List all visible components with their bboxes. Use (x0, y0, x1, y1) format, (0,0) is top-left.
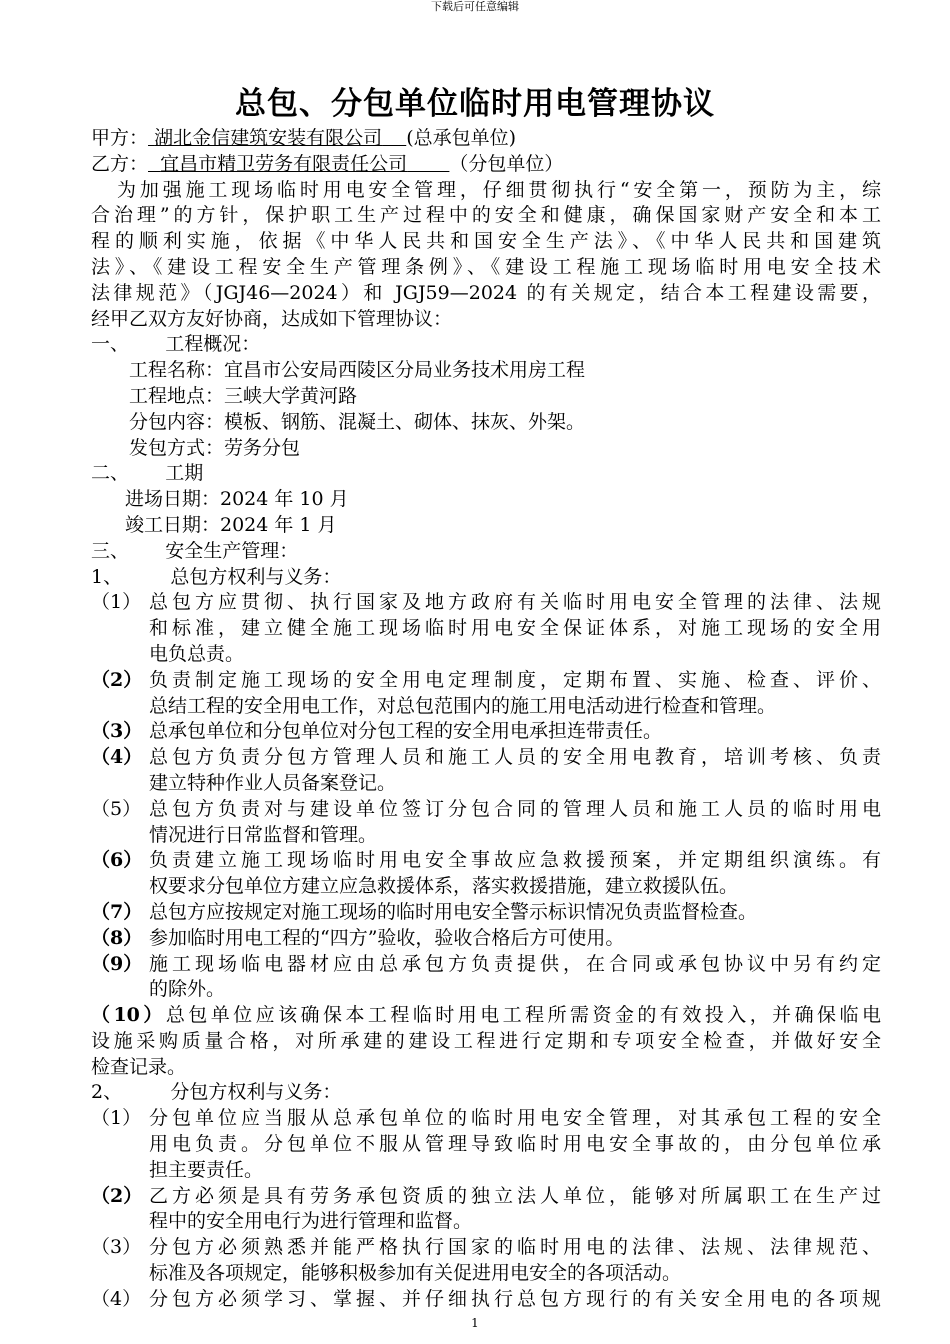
list-item: （1） 分包单位应当服从总承包单位的临时用电安全管理，对其承包工程的安全 用电负责。分包单位不服从管理导致临时用电安全事故的，由分包单位承 担主要责任。 (91, 1107, 881, 1181)
subsection-1-heading: 1、 总包方权利与义务： (91, 565, 342, 588)
entry-date: 进场日期：2024 年 10 月 (125, 488, 349, 511)
document-title: 总包、分包单位临时用电管理协议 (235, 86, 715, 122)
contract-method: 发包方式：劳务分包 (129, 436, 301, 459)
party-a-suffix: (总承包单位) (406, 127, 517, 149)
party-a (91, 126, 881, 152)
header-note: 下载后可任意编辑 (431, 0, 519, 13)
completion-date: 竣工日期：2024 年 1 月 (125, 513, 337, 536)
subsection-2-heading: 2、 分包方权利与义务： (91, 1081, 342, 1104)
intro-paragraph: 为加强施工现场临时用电安全管理，仔细贯彻执行“安全第一，预防为主，综 合治理”的方针，保护职工生产过程中的安全和健康，确保国家财产安全和本工 程的顺利实施，依据《中华人民共和国安全生产法》、《中华人民共和国建筑 法》、《建设工程安全生产管理条例》、《建设工程施工现场临时用电安全技术 法律规范》（JGJ46—2024）和 JGJ59—2024 的有关规定，结合本工程建设需要， 经甲乙双方友好协商，达成如下管理协议： (91, 178, 881, 330)
section-2-heading: 二、 工期 (91, 462, 204, 485)
list-item: （9） 施工现场临电器材应由总承包方负责提供，在合同或承包协议中另有约定 的除外。 (91, 952, 881, 1001)
document-body (91, 126, 881, 1313)
list-item: （1） 总包方应贯彻、执行国家及地方政府有关临时用电安全管理的法律、法规 和标准，建立健全施工现场临时用电安全保证体系，对施工现场的安全用 电负总责。 (91, 591, 881, 665)
section-3-heading: 三、 安全生产管理： (91, 539, 299, 562)
party-b-name: 宜昌市精卫劳务有限责任公司 (160, 152, 408, 175)
list-item-10: （10）总包单位应该确保本工程临时用电工程所需资金的有效投入，并确保临电 设施采购质量合格，对所承建的建设工程进行定期和专项安全检查，并做好安全 检查记录。 (91, 1004, 881, 1078)
project-location: 工程地点：三峡大学黄河路 (129, 384, 358, 407)
list-item: （8） 参加临时用电工程的“四方”验收，验收合格后方可使用。 (91, 926, 625, 949)
subcontract-content: 分包内容：模板、钢筋、混凝土、砌体、抹灰、外架。 (129, 410, 586, 433)
list-item: （2） 负责制定施工现场的安全用电定理制度，定期布置、实施、检查、评价、 总结工程的安全用电工作，对总包范围内的施工用电活动进行检查和管理。 (91, 668, 881, 717)
list-item: （6） 负责建立施工现场临时用电安全事故应急救援预案，并定期组织演练。有 权要求分包单位方建立应急救援体系，落实救援措施，建立救援队伍。 (91, 849, 881, 898)
list-item: （3） 总承包单位和分包单位对分包工程的安全用电承担连带责任。 (91, 720, 663, 743)
list-item: （3） 分包方必须熟悉并能严格执行国家的临时用电的法律、法规、法律规范、 标准及各项规定，能够积极参加有关促进用电安全的各项活动。 (91, 1236, 881, 1285)
party-b-label: 乙方： (91, 152, 149, 175)
party-b (91, 152, 881, 178)
party-a-label: 甲方： (91, 127, 149, 149)
party-a-name: 湖北金信建筑安装有限公司 (154, 127, 383, 149)
list-item: （7） 总包方应按规定对施工现场的临时用电安全警示标识情况负责监督检查。 (91, 900, 758, 923)
section-1-heading: 一、 工程概况： (91, 333, 261, 356)
list-item: （2） 乙方必须是具有劳务承包资质的独立法人单位，能够对所属职工在生产过 程中的安全用电行为进行管理和监督。 (91, 1184, 881, 1233)
list-item: （4） 总包方负责分包方管理人员和施工人员的安全用电教育，培训考核、负责 建立特种作业人员备案登记。 (91, 746, 881, 794)
page-number: 1 (471, 1316, 479, 1330)
party-b-suffix: （分包单位） (449, 152, 564, 175)
list-item: （5） 总包方负责对与建设单位签订分包合同的管理人员和施工人员的临时用电 情况进行日常监督和管理。 (91, 797, 881, 846)
project-name: 工程名称：宜昌市公安局西陵区分局业务技术用房工程 (129, 359, 586, 382)
list-item: （4） 分包方必须学习、掌握、并仔细执行总包方现行的有关安全用电的各项规 (91, 1287, 881, 1310)
